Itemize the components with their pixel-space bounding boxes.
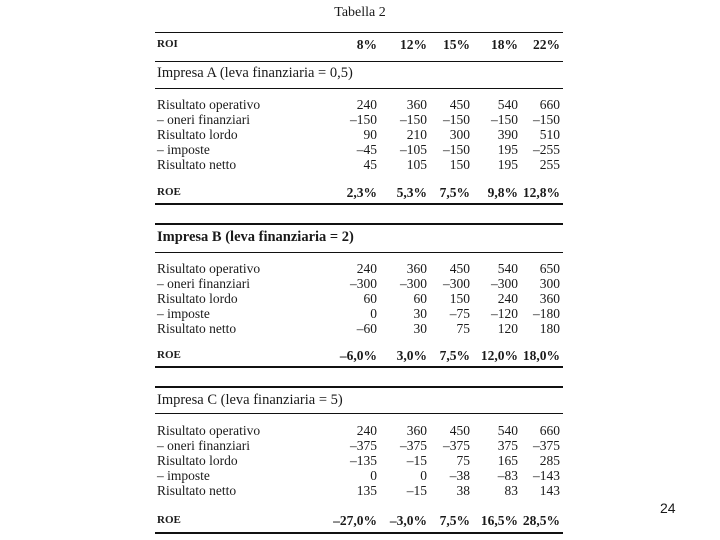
table-row: [157, 261, 562, 276]
cell-value: 360: [406, 97, 427, 112]
cell-value: 255: [539, 157, 560, 172]
cell-value: 38: [456, 483, 470, 498]
row-label: Risultato netto: [157, 157, 237, 172]
cell-value: –150: [491, 112, 518, 127]
cell-value: 360: [539, 291, 560, 306]
cell-value: 660: [539, 423, 560, 438]
row-label: Risultato operativo: [157, 97, 261, 112]
table-row: [157, 142, 562, 157]
table-row: [157, 438, 562, 453]
cell-value: –143: [533, 468, 560, 483]
row-label: ROE: [157, 514, 181, 526]
row-label: Risultato operativo: [157, 423, 261, 438]
table-row: [157, 157, 562, 172]
cell-value: 450: [449, 423, 470, 438]
cell-value: –180: [533, 306, 560, 321]
rule-line: [155, 386, 563, 388]
cell-value: 60: [363, 291, 377, 306]
rule-line: [155, 366, 563, 368]
cell-value: 12%: [400, 37, 427, 52]
cell-value: 3,0%: [396, 348, 427, 363]
cell-value: 0: [420, 468, 427, 483]
cell-value: 60: [413, 291, 427, 306]
cell-value: –27,0%: [333, 513, 377, 528]
row-label: Risultato lordo: [157, 127, 238, 142]
rule-line: [155, 32, 563, 33]
cell-value: 7,5%: [439, 185, 470, 200]
table-row: [157, 423, 562, 438]
cell-value: 285: [539, 453, 560, 468]
roe-row: [157, 348, 562, 363]
cell-value: 165: [497, 453, 518, 468]
cell-value: 30: [413, 321, 427, 336]
section-header: [157, 393, 562, 408]
row-label: – imposte: [157, 468, 210, 483]
cell-value: 143: [539, 483, 560, 498]
cell-value: 240: [356, 97, 377, 112]
cell-value: –60: [356, 321, 377, 336]
row-label: – imposte: [157, 142, 210, 157]
row-label: ROE: [157, 349, 181, 361]
cell-value: 540: [497, 97, 518, 112]
cell-value: 28,5%: [522, 513, 560, 528]
cell-value: 135: [356, 483, 377, 498]
cell-value: –15: [406, 483, 427, 498]
cell-value: 16,5%: [480, 513, 518, 528]
cell-value: 510: [539, 127, 560, 142]
cell-value: 45: [363, 157, 377, 172]
cell-value: 195: [497, 157, 518, 172]
row-label: Impresa A (leva finanziaria = 0,5): [157, 65, 353, 81]
cell-value: –75: [449, 306, 470, 321]
section-header: [157, 230, 562, 245]
cell-value: 450: [449, 261, 470, 276]
cell-value: –6,0%: [339, 348, 377, 363]
cell-value: 12,0%: [480, 348, 518, 363]
rule-line: [155, 61, 563, 62]
cell-value: –300: [491, 276, 518, 291]
cell-value: –255: [533, 142, 560, 157]
cell-value: –3,0%: [389, 513, 427, 528]
cell-value: 540: [497, 423, 518, 438]
row-label: – oneri finanziari: [157, 276, 250, 291]
cell-value: 75: [456, 453, 470, 468]
cell-value: 22%: [533, 37, 560, 52]
cell-value: 540: [497, 261, 518, 276]
cell-value: 660: [539, 97, 560, 112]
cell-value: –375: [400, 438, 427, 453]
cell-value: 210: [406, 127, 427, 142]
cell-value: –45: [356, 142, 377, 157]
row-label: – imposte: [157, 306, 210, 321]
cell-value: 300: [539, 276, 560, 291]
cell-value: –135: [350, 453, 377, 468]
row-label: Impresa C (leva finanziaria = 5): [157, 392, 343, 408]
rule-line: [155, 413, 563, 414]
roe-row: [157, 185, 562, 200]
cell-value: 90: [363, 127, 377, 142]
cell-value: 240: [356, 261, 377, 276]
row-label: – oneri finanziari: [157, 438, 250, 453]
row-label: Impresa B (leva finanziaria = 2): [157, 229, 354, 245]
cell-value: 240: [497, 291, 518, 306]
row-label: Risultato operativo: [157, 261, 261, 276]
cell-value: 83: [504, 483, 518, 498]
cell-value: –120: [491, 306, 518, 321]
cell-value: –15: [406, 453, 427, 468]
table-row: [157, 453, 562, 468]
cell-value: –375: [533, 438, 560, 453]
rule-line: [155, 88, 563, 89]
table-title: Tabella 2: [334, 5, 386, 20]
row-label: ROI: [157, 38, 178, 50]
cell-value: –375: [350, 438, 377, 453]
rule-line: [155, 252, 563, 253]
table-row: [157, 306, 562, 321]
cell-value: –150: [533, 112, 560, 127]
roe-row: [157, 513, 562, 528]
cell-value: 650: [539, 261, 560, 276]
cell-value: 18,0%: [522, 348, 560, 363]
cell-value: 2,3%: [346, 185, 377, 200]
row-label: Risultato lordo: [157, 453, 238, 468]
cell-value: 105: [406, 157, 427, 172]
cell-value: –300: [350, 276, 377, 291]
table-row: [157, 127, 562, 142]
cell-value: 195: [497, 142, 518, 157]
table-row: [157, 321, 562, 336]
cell-value: –150: [443, 142, 470, 157]
cell-value: 30: [413, 306, 427, 321]
cell-value: 7,5%: [439, 348, 470, 363]
table-row: [157, 483, 562, 498]
cell-value: 375: [497, 438, 518, 453]
cell-value: 5,3%: [396, 185, 427, 200]
cell-value: –105: [400, 142, 427, 157]
cell-value: 12,8%: [522, 185, 560, 200]
row-label: Risultato lordo: [157, 291, 238, 306]
page-number: 24: [660, 500, 676, 516]
cell-value: –375: [443, 438, 470, 453]
rule-line: [155, 223, 563, 225]
cell-value: 390: [497, 127, 518, 142]
table-row: [157, 276, 562, 291]
table-row: [157, 97, 562, 112]
cell-value: 0: [370, 468, 377, 483]
cell-value: –150: [443, 112, 470, 127]
cell-value: 150: [449, 157, 470, 172]
cell-value: 8%: [356, 37, 377, 52]
table-row: [157, 112, 562, 127]
cell-value: 180: [539, 321, 560, 336]
rule-line: [155, 532, 563, 534]
cell-value: –300: [443, 276, 470, 291]
row-label: – oneri finanziari: [157, 112, 250, 127]
table-row: [157, 468, 562, 483]
cell-value: –38: [449, 468, 470, 483]
cell-value: –150: [400, 112, 427, 127]
row-label: ROE: [157, 186, 181, 198]
roi-row: [157, 37, 562, 52]
section-header: [157, 66, 562, 81]
cell-value: –300: [400, 276, 427, 291]
cell-value: 300: [449, 127, 470, 142]
table-row: [157, 291, 562, 306]
cell-value: –150: [350, 112, 377, 127]
cell-value: 120: [497, 321, 518, 336]
cell-value: 360: [406, 261, 427, 276]
cell-value: 0: [370, 306, 377, 321]
cell-value: 360: [406, 423, 427, 438]
cell-value: 240: [356, 423, 377, 438]
row-label: Risultato netto: [157, 321, 237, 336]
cell-value: 9,8%: [487, 185, 518, 200]
cell-value: 7,5%: [439, 513, 470, 528]
cell-value: 75: [456, 321, 470, 336]
rule-line: [155, 203, 563, 205]
row-label: Risultato netto: [157, 483, 237, 498]
cell-value: 15%: [443, 37, 470, 52]
cell-value: 18%: [491, 37, 518, 52]
cell-value: –83: [497, 468, 518, 483]
cell-value: 450: [449, 97, 470, 112]
cell-value: 150: [449, 291, 470, 306]
